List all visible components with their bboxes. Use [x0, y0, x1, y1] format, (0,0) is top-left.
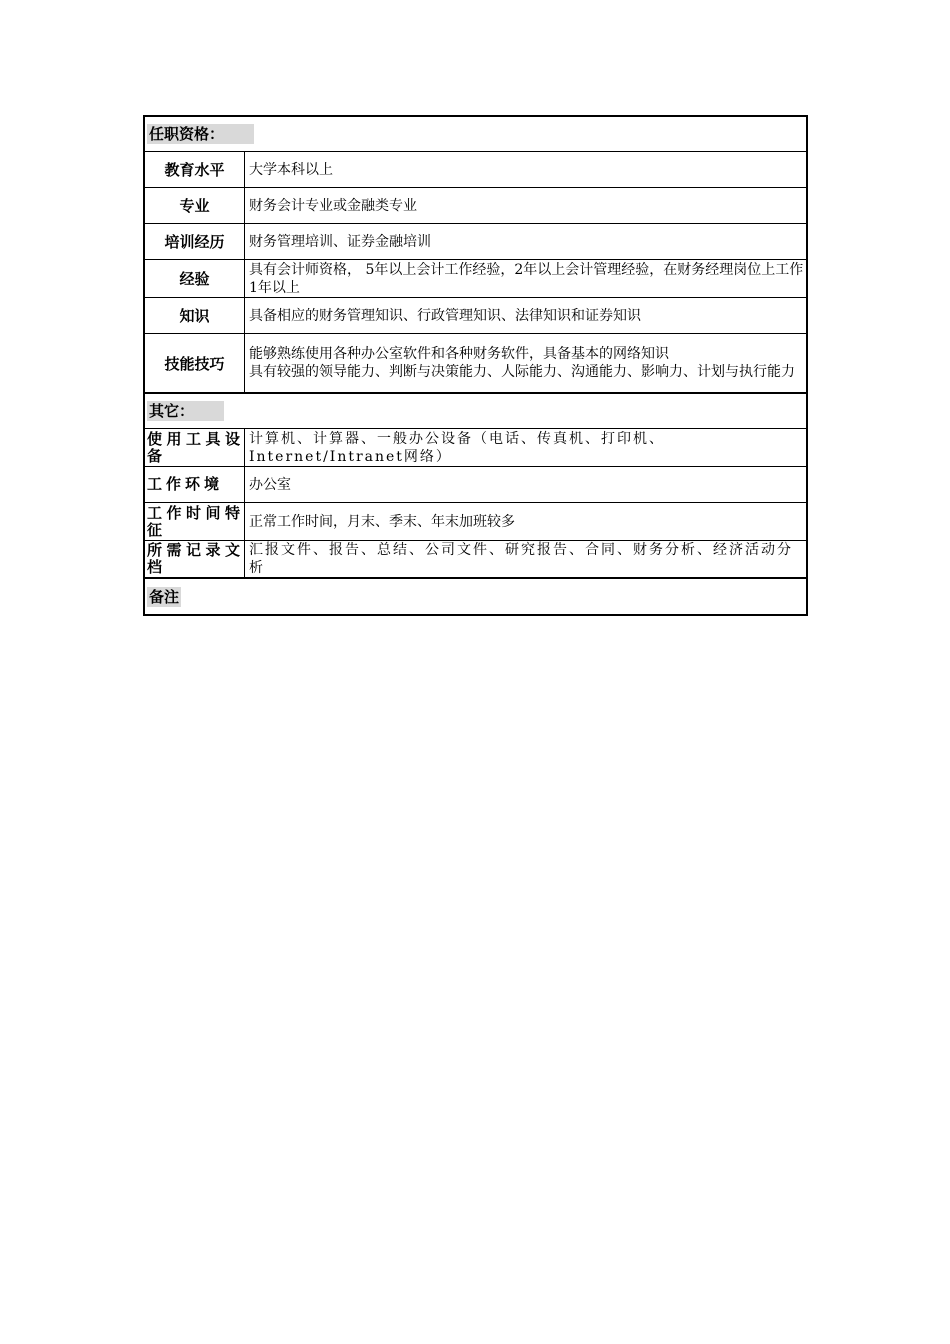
- experience-label: 经验: [145, 260, 245, 297]
- qualifications-header: [145, 117, 806, 152]
- skills-line-2: 具有较强的领导能力、判断与决策能力、人际能力、沟通能力、影响力、计划与执行能力: [249, 364, 795, 380]
- table-row: [145, 429, 806, 467]
- work-time-label: 工作时间特征: [147, 503, 244, 539]
- work-time-value: 正常工作时间，月末、季末、年末加班较多: [249, 513, 515, 530]
- table-row: [145, 188, 806, 224]
- training-label: 培训经历: [145, 224, 245, 259]
- knowledge-value: 具备相应的财务管理知识、行政管理知识、法律知识和证券知识: [249, 307, 641, 324]
- table-row: [145, 503, 806, 541]
- table-row: [145, 467, 806, 503]
- education-value: 大学本科以上: [249, 161, 333, 178]
- table-row: [145, 152, 806, 188]
- education-label: 教育水平: [145, 152, 245, 187]
- other-header: [145, 394, 806, 429]
- skills-label: 技能技巧: [145, 334, 245, 392]
- table-row: [145, 541, 806, 579]
- remarks-heading: 备注: [149, 587, 180, 606]
- major-label: 专业: [145, 188, 245, 223]
- remarks-header: [145, 579, 806, 614]
- tools-label: 使用工具设备: [147, 429, 244, 465]
- table-row: [145, 334, 806, 394]
- experience-value: 具有会计师资格， 5年以上会计工作经验，2年以上会计管理经验，在财务经理岗位上工作1年以上: [249, 261, 804, 296]
- table-row: [145, 260, 806, 298]
- documents-label: 所需记录文档: [147, 541, 244, 576]
- tools-value: 计算机、计算器、一般办公设备（电话、传真机、打印机、Internet/Intranet网络）: [249, 430, 665, 465]
- training-value: 财务管理培训、证券金融培训: [249, 233, 431, 250]
- documents-value: 汇报文件、报告、总结、公司文件、研究报告、合同、财务分析、经济活动分析: [249, 542, 793, 576]
- skills-value: [245, 334, 806, 392]
- knowledge-label: 知识: [145, 298, 245, 333]
- skills-line-1: 能够熟练使用各种办公室软件和各种财务软件，具备基本的网络知识: [249, 346, 669, 362]
- environment-label: 工作环境: [145, 467, 245, 502]
- table-row: [145, 224, 806, 260]
- major-value: 财务会计专业或金融类专业: [249, 197, 417, 214]
- job-qualification-table: [143, 115, 808, 616]
- environment-value: 办公室: [249, 476, 291, 493]
- table-row: [145, 298, 806, 334]
- other-heading: 其它：: [147, 401, 224, 421]
- qualifications-heading: 任职资格：: [147, 124, 254, 144]
